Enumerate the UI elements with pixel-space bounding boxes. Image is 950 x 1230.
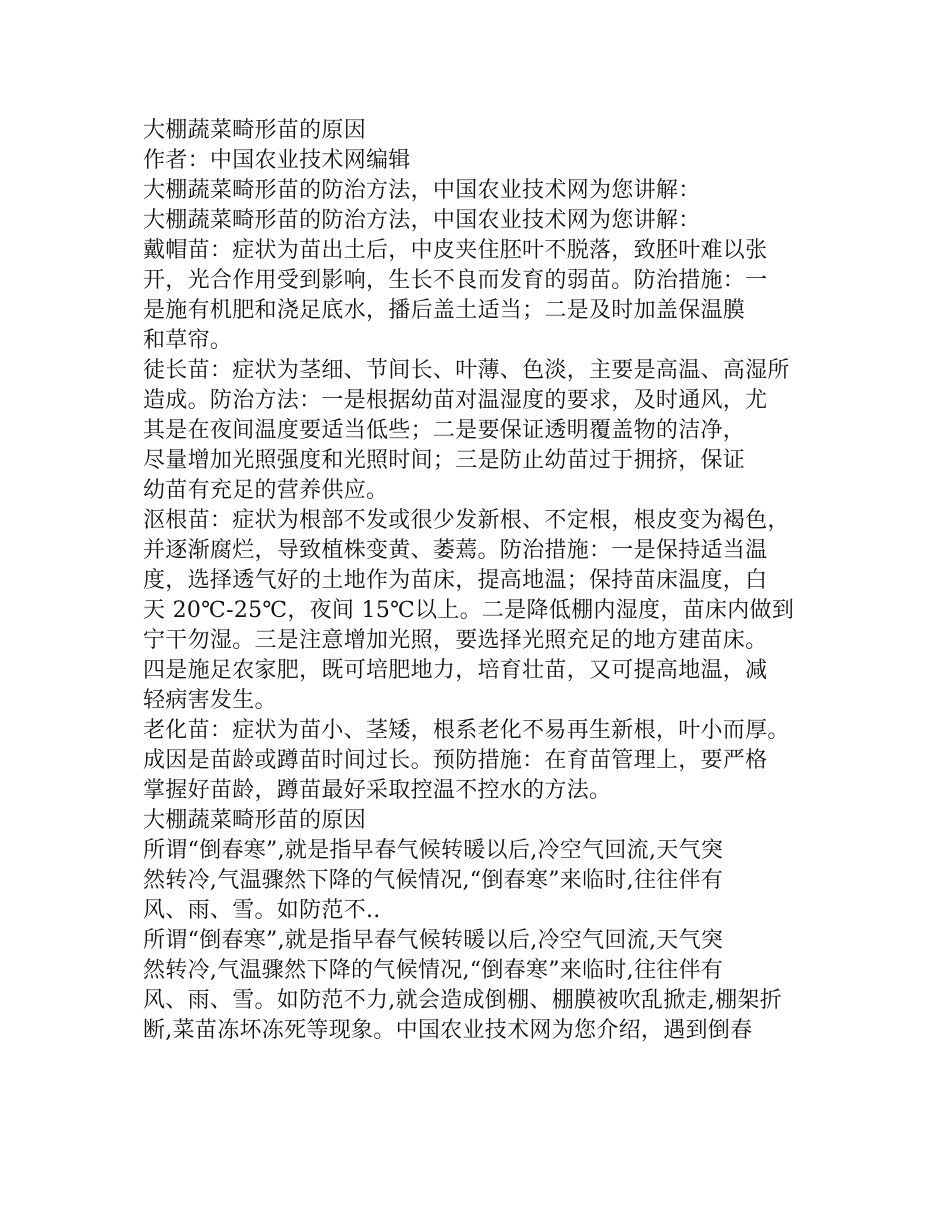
text-line: 宁干勿湿。三是注意增加光照，要选择光照充足的地方建苗床。 — [143, 628, 768, 653]
section-subtitle: 大棚蔬菜畸形苗的原因 — [143, 808, 367, 833]
text-line: 掌握好苗龄，蹲苗最好采取控温不控水的方法。 — [143, 778, 612, 803]
document-title: 大棚蔬菜畸形苗的原因 — [143, 118, 367, 143]
text-line: 尽量增加光照强度和光照时间；三是防止幼苗过于拥挤，保证 — [143, 448, 746, 473]
intro-line: 大棚蔬菜畸形苗的防治方法，中国农业技术网为您讲解： — [143, 178, 701, 203]
text-line: 所谓“倒春寒”,就是指早春气候转暖以后,冷空气回流,天气突 — [143, 838, 724, 863]
text-line: 开，光合作用受到影响，生长不良而发育的弱苗。防治措施：一 — [143, 268, 768, 293]
text-line: 断,菜苗冻坏冻死等现象。中国农业技术网为您介绍，遇到倒春 — [143, 1018, 753, 1043]
text-line: 并逐渐腐烂，导致植株变黄、萎蔫。防治措施：一是保持适当温 — [143, 538, 768, 563]
text-line: 其是在夜间温度要适当低些；二是要保证透明覆盖物的洁净， — [143, 418, 746, 443]
text-line: 轻病害发生。 — [143, 688, 277, 713]
text-line: 天 20℃-25℃，夜间 15℃以上。二是降低棚内湿度，苗床内做到 — [143, 598, 795, 623]
text-line: 造成。防治方法：一是根据幼苗对温湿度的要求，及时通风，尤 — [143, 388, 768, 413]
text-line: 沤根苗：症状为根部不发或很少发新根、不定根，根皮变为褐色， — [143, 508, 790, 533]
text-line: 是施有机肥和浇足底水，播后盖土适当；二是及时加盖保温膜 — [143, 298, 746, 323]
paragraph-capped-seedling — [143, 236, 815, 356]
document-body — [143, 116, 815, 1046]
text-line: 成因是苗龄或蹲苗时间过长。预防措施：在育苗管理上，要严格 — [143, 748, 768, 773]
intro-line: 大棚蔬菜畸形苗的防治方法，中国农业技术网为您讲解： — [143, 208, 701, 233]
text-line: 风、雨、雪。如防范不力,就会造成倒棚、棚膜被吹乱掀走,棚架折 — [143, 988, 782, 1013]
text-line: 然转冷,气温骤然下降的气候情况,“倒春寒”来临时,往往伴有 — [143, 958, 724, 983]
text-line: 戴帽苗：症状为苗出土后，中皮夹住胚叶不脱落，致胚叶难以张 — [143, 238, 768, 263]
text-line: 幼苗有充足的营养供应。 — [143, 478, 389, 503]
paragraph-aged-seedling — [143, 716, 815, 806]
author-line: 作者：中国农业技术网编辑 — [143, 148, 411, 173]
text-line: 四是施足农家肥，既可培肥地力，培育壮苗，又可提高地温，减 — [143, 658, 768, 683]
paragraph-root-rot-seedling — [143, 506, 815, 716]
paragraph-cold-spell-summary — [143, 836, 815, 926]
paragraph-cold-spell-full — [143, 926, 815, 1046]
text-line: 徒长苗：症状为茎细、节间长、叶薄、色淡，主要是高温、高湿所 — [143, 358, 790, 383]
text-line: 老化苗：症状为苗小、茎矮，根系老化不易再生新根，叶小而厚。 — [143, 718, 790, 743]
paragraph-leggy-seedling — [143, 356, 815, 506]
text-line: 风、雨、雪。如防范不.. — [143, 898, 381, 923]
text-line: 度，选择透气好的土地作为苗床，提高地温；保持苗床温度，白 — [143, 568, 768, 593]
text-line: 和草帘。 — [143, 328, 233, 353]
text-line: 然转冷,气温骤然下降的气候情况,“倒春寒”来临时,往往伴有 — [143, 868, 724, 893]
text-line: 所谓“倒春寒”,就是指早春气候转暖以后,冷空气回流,天气突 — [143, 928, 724, 953]
